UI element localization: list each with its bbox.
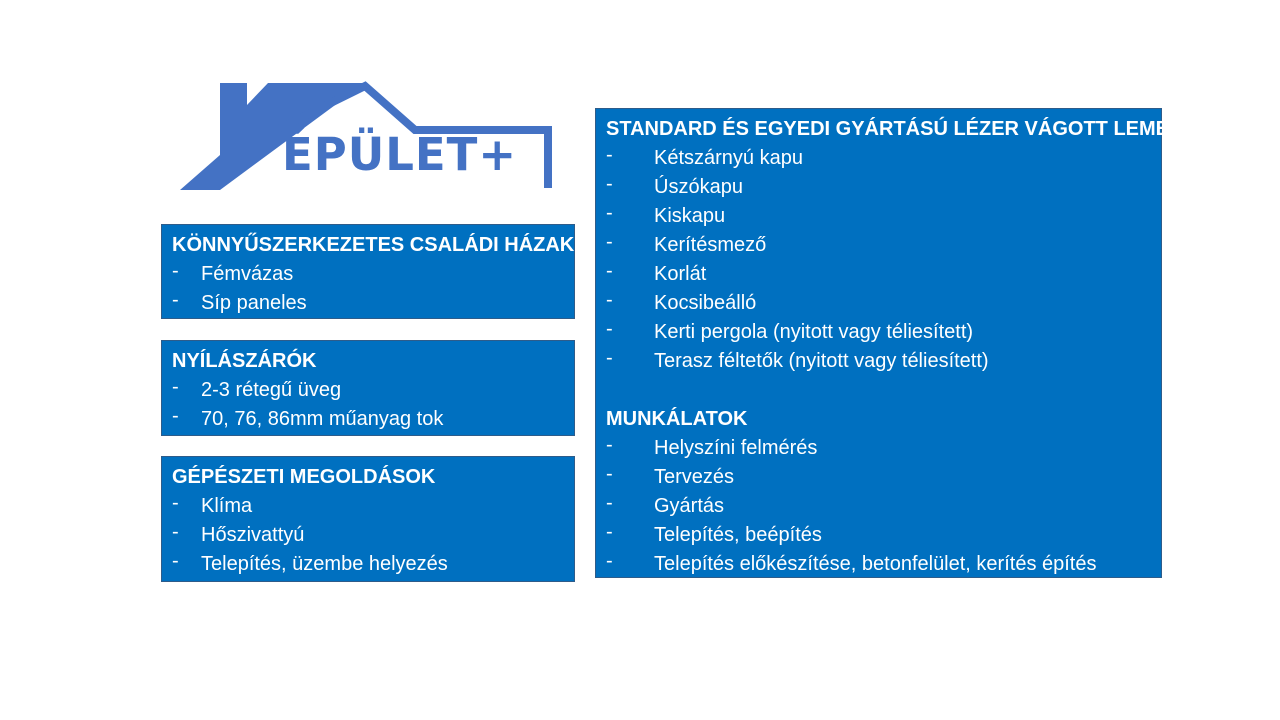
works-section-title: MUNKÁLATOK bbox=[606, 408, 748, 430]
bullet-dash: - bbox=[172, 521, 179, 543]
section-windows-doors bbox=[161, 340, 575, 436]
bullet-dash: - bbox=[606, 521, 613, 543]
list-item: - 2-3 rétegű üveg bbox=[172, 376, 564, 405]
list-item: - Telepítés, beépítés bbox=[606, 521, 1151, 550]
list-item: - Helyszíni felmérés bbox=[606, 434, 1151, 463]
bullet-dash: - bbox=[172, 376, 179, 398]
bullet-dash: - bbox=[606, 289, 613, 311]
list-item: - Gyártás bbox=[606, 492, 1151, 521]
bullet-dash: - bbox=[172, 550, 179, 572]
list-item: - 70, 76, 86mm műanyag tok bbox=[172, 405, 564, 434]
item-list bbox=[172, 260, 564, 318]
bullet-dash: - bbox=[606, 260, 613, 282]
laser-section-title: STANDARD ÉS EGYEDI GYÁRTÁSÚ LÉZER VÁGOTT LEMEZ bbox=[606, 118, 1182, 140]
bullet-dash: - bbox=[606, 144, 613, 166]
section-title: KÖNNYŰSZERKEZETES CSALÁDI HÁZAK bbox=[172, 234, 575, 256]
list-item: - Síp paneles bbox=[172, 289, 564, 318]
list-item: - Klíma bbox=[172, 492, 564, 521]
bullet-dash: - bbox=[172, 260, 179, 282]
list-item: - Korlát bbox=[606, 260, 1151, 289]
bullet-dash: - bbox=[606, 550, 613, 572]
bullet-dash: - bbox=[606, 463, 613, 485]
logo-text: ÉPÜLET+ bbox=[282, 128, 518, 181]
list-item: - Kerítésmező bbox=[606, 231, 1151, 260]
list-item: - Úszókapu bbox=[606, 173, 1151, 202]
section-light-frame-houses bbox=[161, 224, 575, 319]
bullet-dash: - bbox=[606, 347, 613, 369]
list-item: - Fémvázas bbox=[172, 260, 564, 289]
section-title: NYÍLÁSZÁRÓK bbox=[172, 350, 317, 372]
bullet-dash: - bbox=[606, 492, 613, 514]
list-item: - Tervezés bbox=[606, 463, 1151, 492]
list-item: - Telepítés, üzembe helyezés bbox=[172, 550, 564, 579]
company-logo bbox=[180, 80, 555, 195]
section-laser-and-works bbox=[595, 108, 1182, 578]
bullet-dash: - bbox=[606, 231, 613, 253]
list-item: - Kétszárnyú kapu bbox=[606, 144, 1151, 173]
item-list bbox=[172, 492, 564, 579]
spacer bbox=[606, 376, 1151, 405]
list-item: - Terasz féltetők (nyitott vagy téliesített) bbox=[606, 347, 1151, 376]
list-item: - Kocsibeálló bbox=[606, 289, 1151, 318]
bullet-dash: - bbox=[606, 434, 613, 456]
bullet-dash: - bbox=[172, 289, 179, 311]
bullet-dash: - bbox=[606, 202, 613, 224]
bullet-dash: - bbox=[172, 405, 179, 427]
bullet-dash: - bbox=[172, 492, 179, 514]
section-title: GÉPÉSZETI MEGOLDÁSOK bbox=[172, 466, 436, 488]
list-item: - Kerti pergola (nyitott vagy téliesített) bbox=[606, 318, 1151, 347]
laser-item-list bbox=[606, 144, 1151, 376]
works-item-list bbox=[606, 434, 1151, 579]
item-list bbox=[172, 376, 564, 434]
bullet-dash: - bbox=[606, 318, 613, 340]
list-item: - Telepítés előkészítése, betonfelület, kerítés építés bbox=[606, 550, 1151, 579]
bullet-dash: - bbox=[606, 173, 613, 195]
list-item: - Hőszivattyú bbox=[172, 521, 564, 550]
list-item: - Kiskapu bbox=[606, 202, 1151, 231]
section-mechanical-solutions bbox=[161, 456, 575, 582]
